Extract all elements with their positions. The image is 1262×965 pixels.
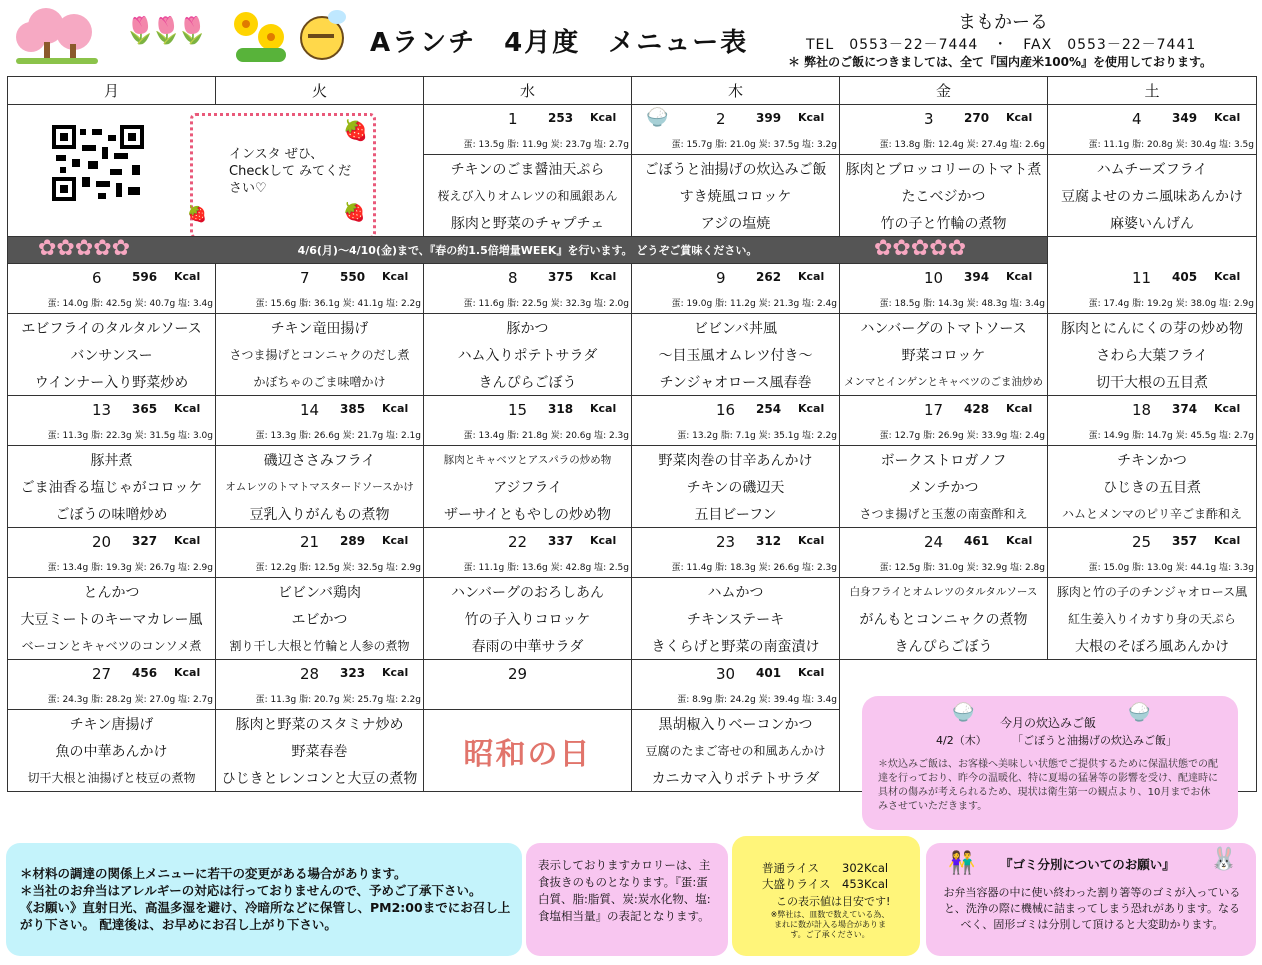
instagram-panel	[8, 105, 424, 237]
instagram-message-frame	[187, 113, 376, 237]
monthly-rice-title: 今月の炊込みご飯	[1000, 716, 1097, 730]
garbage-title: 『ゴミ分別についてのお願い』	[1000, 857, 1175, 872]
promo-banner	[8, 237, 1048, 264]
nutrition-info: 蛋: 24.3g 脂: 28.2g 炭: 27.0g 塩: 2.7g	[8, 688, 216, 710]
dish-item: ベーコンとキャベツのコンソメ煮	[8, 632, 216, 660]
sakura-icon: ✿✿✿✿✿	[38, 236, 131, 261]
day-cell-header: 27 456 Kcal	[8, 660, 216, 689]
rice-bowl-icon: 🍚	[952, 702, 975, 723]
dish-item: 豆腐のたまご寄せの和風あんかけ	[632, 737, 840, 764]
weekday-header-row	[8, 77, 1257, 105]
dish-item: ハムかつ	[632, 578, 840, 606]
dish-item: 豚肉と野菜のチャプチェ	[424, 209, 632, 237]
dish-item: 豚肉とキャベツとアスパラの炒め物	[424, 446, 632, 474]
dish-item: エビフライのタルタルソース	[8, 314, 216, 342]
header	[0, 0, 1262, 76]
rice-small-note: ※弊社は、皿数で数えている為、まれに数が計入る場合があります。ご了承ください。	[770, 910, 890, 939]
dish-item: ごぼうと油揚げの炊込みご飯	[632, 155, 840, 183]
rice-calorie-note	[732, 836, 920, 956]
day-cell-header: 24 461 Kcal	[840, 528, 1048, 557]
dish-item: かぼちゃのごま味噌かけ	[216, 368, 424, 396]
dish-item: カニカマ入りポテトサラダ	[632, 764, 840, 792]
dish-item: エビかつ	[216, 605, 424, 632]
promo-banner-text: 4/6(月)～4/10(金)まで、『春の約1.5倍増量WEEK』を行います。 どうぞご賞味ください。	[297, 244, 758, 257]
weekday-tue: 火	[216, 77, 424, 105]
dish-item: 豆腐よせのカニ風味あんかけ	[1048, 182, 1257, 209]
dish-item: ごぼうの味噌炒め	[8, 500, 216, 528]
yellow-flower-illustration	[228, 8, 290, 66]
dish-item: 大根のそぼろ風あんかけ	[1048, 632, 1257, 660]
dish-item: 野菜春巻	[216, 737, 424, 764]
dish-item: アジの塩焼	[632, 209, 840, 237]
rice-bowl-icon: 🍚	[1128, 702, 1151, 723]
dish-item: 豆乳入りがんもの煮物	[216, 500, 424, 528]
dish-item: がんもとコンニャクの煮物	[840, 605, 1048, 632]
dish-item: 切干大根と油揚げと枝豆の煮物	[8, 764, 216, 792]
garbage-text: お弁当容器の中に使い終わった割り箸等のゴミが入っていると、洗浄の際に機械に詰まってしまう恐れがあります。なるべく、固形ゴミは分別して頂けると大変助かります。	[943, 886, 1241, 931]
dish-item: きくらげと野菜の南蛮漬け	[632, 632, 840, 660]
strawberry-icon: 🍓	[187, 204, 207, 223]
general-notes	[6, 843, 522, 956]
day-cell-header: 7 550 Kcal	[216, 264, 424, 293]
dish-item: 豚肉と竹の子のチンジャオロース風	[1048, 578, 1257, 606]
dish-item: ハム入りポテトサラダ	[424, 341, 632, 368]
nutrition-info: 蛋: 11.3g 脂: 22.3g 炭: 31.5g 塩: 3.0g	[8, 424, 216, 446]
dish-item: 野菜コロッケ	[840, 341, 1048, 368]
day-cell-header: 1 253 Kcal	[424, 105, 632, 134]
qr-code[interactable]	[52, 125, 144, 201]
day-cell-header: 6 596 Kcal	[8, 264, 216, 293]
tulip-illustration: 🌷	[150, 16, 183, 46]
dish-item: オムレツのトマトマスタードソースかけ	[216, 473, 424, 500]
calorie-note-text: 表示しておりますカロリーは、主食抜きのものとなります。『蛋:蛋白質、脂:脂質、炭:炭水化物、塩:食塩相当量』の表記となります。	[538, 858, 711, 923]
dish-item: 豚肉とブロッコリーのトマト煮	[840, 155, 1048, 183]
dish-item: チキンステーキ	[632, 605, 840, 632]
dish-item: 白身フライとオムレツのタルタルソース	[840, 578, 1048, 606]
dish-item: 磯辺ささみフライ	[216, 446, 424, 474]
dish-item: さわら大葉フライ	[1048, 341, 1257, 368]
dish-item: バンサンスー	[8, 341, 216, 368]
day-cell-header: 17 428 Kcal	[840, 396, 1048, 425]
holiday-label: 昭和の日	[424, 710, 632, 792]
monthly-rice-dish: 「ごぼうと油揚げの炊込みご飯」	[1012, 734, 1177, 747]
dish-item: 春雨の中華サラダ	[424, 632, 632, 660]
day-cell-header: 16 254 Kcal	[632, 396, 840, 425]
dish-item: とんかつ	[8, 578, 216, 606]
nutrition-info: 蛋: 13.5g 脂: 11.9g 炭: 23.7g 塩: 2.7g	[424, 133, 632, 155]
dish-item: チキンの磯辺天	[632, 473, 840, 500]
dish-item: チキン竜田揚げ	[216, 314, 424, 342]
dish-item: 豚肉とにんにくの芽の炒め物	[1048, 314, 1257, 342]
nutrition-info: 蛋: 15.6g 脂: 36.1g 炭: 41.1g 塩: 2.2g	[216, 292, 424, 314]
nutrition-info: 蛋: 14.0g 脂: 42.5g 炭: 40.7g 塩: 3.4g	[8, 292, 216, 314]
dish-item: 桜えび入りオムレツの和風銀あん	[424, 182, 632, 209]
contact-numbers: TEL 0553－22－7444 ・ FAX 0553－22－7441	[806, 37, 1197, 53]
nutrition-info: 蛋: 11.6g 脂: 22.5g 炭: 32.3g 塩: 2.0g	[424, 292, 632, 314]
bee-illustration	[298, 10, 346, 60]
dish-item: さつま揚げとコンニャクのだし煮	[216, 341, 424, 368]
dish-item: ハンバーグのトマトソース	[840, 314, 1048, 342]
dish-item: きんぴらごぼう	[840, 632, 1048, 660]
weekday-thu: 木	[632, 77, 840, 105]
dish-item: 魚の中華あんかけ	[8, 737, 216, 764]
nutrition-info: 蛋: 12.7g 脂: 26.9g 炭: 33.9g 塩: 2.4g	[840, 424, 1048, 446]
weekday-fri: 金	[840, 77, 1048, 105]
dish-item: ～目玉風オムレツ付き～	[632, 341, 840, 368]
dish-item: 麻婆いんげん	[1048, 209, 1257, 237]
day-cell-header: 9 262 Kcal	[632, 264, 840, 293]
rice-regular: 普通ライス 302Kcal	[762, 861, 889, 875]
dish-item: 野菜肉巻の甘辛あんかけ	[632, 446, 840, 474]
day-cell-header: 14 385 Kcal	[216, 396, 424, 425]
monthly-rice-date: 4/2（木）	[936, 734, 987, 747]
dish-item: 竹の子と竹輪の煮物	[840, 209, 1048, 237]
dish-item: 大豆ミートのキーマカレー風	[8, 605, 216, 632]
tulip-illustration: 🌷	[176, 16, 209, 46]
dish-item: 豚かつ	[424, 314, 632, 342]
dish-item: 豚肉と野菜のスタミナ炒め	[216, 710, 424, 738]
nutrition-info: 蛋: 13.3g 脂: 26.6g 炭: 21.7g 塩: 2.1g	[216, 424, 424, 446]
rice-large: 大盛りライス 453Kcal	[762, 877, 889, 891]
nutrition-info: 蛋: 14.9g 脂: 14.7g 炭: 45.5g 塩: 2.7g	[1048, 424, 1257, 446]
nutrition-info: 蛋: 11.1g 脂: 13.6g 炭: 42.8g 塩: 2.5g	[424, 556, 632, 578]
dish-item: ビビンバ丼風	[632, 314, 840, 342]
rice-origin-note: ＊ 弊社のご飯につきましては、全て『国内産米100%』を使用しております。	[788, 55, 1213, 69]
dish-item: チキン唐揚げ	[8, 710, 216, 738]
day-cell-header: 4 349 Kcal	[1048, 105, 1257, 134]
day-cell-header: 15 318 Kcal	[424, 396, 632, 425]
day-cell-header: 29	[424, 660, 632, 689]
strawberry-icon: 🍓	[343, 202, 366, 223]
nutrition-info: 蛋: 11.4g 脂: 18.3g 炭: 26.6g 塩: 2.3g	[632, 556, 840, 578]
dish-item: ザーサイともやしの炒め物	[424, 500, 632, 528]
nutrition-info: 蛋: 12.2g 脂: 12.5g 炭: 32.5g 塩: 2.9g	[216, 556, 424, 578]
instagram-message: インスタ ぜひ、Checkして みてください♡	[229, 147, 352, 196]
dish-item: ひじきの五目煮	[1048, 473, 1257, 500]
monthly-rice-note: ＊炊込みご飯は、お客様へ美味しい状態でご提供するために保温状態での配達を行っており、昨今の温暖化、特に夏場の猛暑等の影響を受け、配達時に具材の傷みが考えられるため、現状は衛生第一の観点より、10月までお休みさせていただきます。	[878, 759, 1218, 812]
day-cell-header: 13 365 Kcal	[8, 396, 216, 425]
day-cell-header: 30 401 Kcal	[632, 660, 840, 689]
day-cell-header: 🍚 2 399 Kcal	[632, 105, 840, 134]
dish-item: 五目ビーフン	[632, 500, 840, 528]
strawberry-icon: 🍓	[343, 118, 368, 142]
company-name: まもかーる	[958, 12, 1048, 33]
dish-item: ハムとメンマのピリ辛ごま酢和え	[1048, 500, 1257, 528]
garbage-notice	[926, 843, 1256, 956]
dish-item: すき焼風コロッケ	[632, 182, 840, 209]
tulip-illustration: 🌷	[124, 16, 157, 46]
calorie-note	[526, 843, 728, 956]
dish-item: 割り干し大根と竹輪と人参の煮物	[216, 632, 424, 660]
day-cell-header: 18 374 Kcal	[1048, 396, 1257, 425]
sakura-tree-illustration	[16, 8, 98, 68]
sakura-icon: ✿✿✿✿✿	[874, 236, 967, 261]
day-cell-header: 10 394 Kcal	[840, 264, 1048, 293]
empty-nutrition	[424, 688, 632, 710]
dish-item: きんぴらごぼう	[424, 368, 632, 396]
people-icon: 👫	[948, 851, 976, 876]
dish-item: 紅生姜入りイカすり身の天ぷら	[1048, 605, 1257, 632]
weekday-mon: 月	[8, 77, 216, 105]
dish-item: ごま油香る塩じゃがコロッケ	[8, 473, 216, 500]
dish-item: ボークストロガノフ	[840, 446, 1048, 474]
dish-item: チンジャオロース風春巻	[632, 368, 840, 396]
dish-item: メンチかつ	[840, 473, 1048, 500]
dish-item: さつま揚げと玉葱の南蛮酢和え	[840, 500, 1048, 528]
dish-item: ひじきとレンコンと大豆の煮物	[216, 764, 424, 792]
weekday-wed: 水	[424, 77, 632, 105]
dish-item: 豚丼煮	[8, 446, 216, 474]
day-cell-header: 25 357 Kcal	[1048, 528, 1257, 557]
page-title: Aランチ 4月度 メニュー表	[370, 28, 749, 58]
menu-calendar	[7, 76, 1257, 792]
monthly-rice-box	[862, 696, 1238, 830]
dish-item: 竹の子入りコロッケ	[424, 605, 632, 632]
nutrition-info: 蛋: 15.0g 脂: 13.0g 炭: 44.1g 塩: 3.3g	[1048, 556, 1257, 578]
nutrition-info: 蛋: 12.5g 脂: 31.0g 炭: 32.9g 塩: 2.8g	[840, 556, 1048, 578]
day-cell-header: 11 405 Kcal	[1048, 264, 1257, 293]
day-cell-header: 23 312 Kcal	[632, 528, 840, 557]
nutrition-info: 蛋: 15.7g 脂: 21.0g 炭: 37.5g 塩: 3.2g	[632, 133, 840, 155]
dish-item: 切干大根の五目煮	[1048, 368, 1257, 396]
nutrition-info: 蛋: 13.4g 脂: 21.8g 炭: 20.6g 塩: 2.3g	[424, 424, 632, 446]
rice-guide: この表示値は目安です!	[776, 895, 891, 908]
day-cell-header: 22 337 Kcal	[424, 528, 632, 557]
dish-item: ハンバーグのおろしあん	[424, 578, 632, 606]
general-notes-text: ＊材料の調達の関係上メニューに若干の変更がある場合があります。 ＊当社のお弁当はアレルギーの対応は行っておりませんので、予めご了承下さい。 《お願い》直射日光、高温多湿を避け、冷暗所などに保管し、PM2:00までにお召し上がり下さい。 配達後は、お早めにお召し上がり下さい。	[20, 866, 511, 932]
day-cell-header: 8 375 Kcal	[424, 264, 632, 293]
dish-item: ウインナー入り野菜炒め	[8, 368, 216, 396]
dish-item: 黒胡椒入りベーコンかつ	[632, 710, 840, 738]
nutrition-info: 蛋: 11.1g 脂: 20.8g 炭: 30.4g 塩: 3.5g	[1048, 133, 1257, 155]
day-cell-header: 28 323 Kcal	[216, 660, 424, 689]
weekday-sat: 土	[1048, 77, 1257, 105]
nutrition-info: 蛋: 13.4g 脂: 19.3g 炭: 26.7g 塩: 2.9g	[8, 556, 216, 578]
dish-item: アジフライ	[424, 473, 632, 500]
dish-item: ハムチーズフライ	[1048, 155, 1257, 183]
rice-bowl-icon: 🍚	[646, 107, 669, 128]
empty-cell	[1048, 237, 1257, 264]
dish-item: チキンかつ	[1048, 446, 1257, 474]
dish-item: ビビンバ鶏肉	[216, 578, 424, 606]
dish-item: たこベジかつ	[840, 182, 1048, 209]
rabbit-icon: 🐰	[1210, 847, 1238, 872]
nutrition-info: 蛋: 18.5g 脂: 14.3g 炭: 48.3g 塩: 3.4g	[840, 292, 1048, 314]
nutrition-info: 蛋: 17.4g 脂: 19.2g 炭: 38.0g 塩: 2.9g	[1048, 292, 1257, 314]
nutrition-info: 蛋: 11.3g 脂: 20.7g 炭: 25.7g 塩: 2.2g	[216, 688, 424, 710]
day-cell-header: 3 270 Kcal	[840, 105, 1048, 134]
nutrition-info: 蛋: 19.0g 脂: 11.2g 炭: 21.3g 塩: 2.4g	[632, 292, 840, 314]
nutrition-info: 蛋: 13.8g 脂: 12.4g 炭: 27.4g 塩: 2.6g	[840, 133, 1048, 155]
dish-item: メンマとインゲンとキャベツのごま油炒め	[840, 368, 1048, 396]
dish-item: チキンのごま醤油天ぷら	[424, 155, 632, 183]
nutrition-info: 蛋: 8.9g 脂: 24.2g 炭: 39.4g 塩: 3.4g	[632, 688, 840, 710]
nutrition-info: 蛋: 13.2g 脂: 7.1g 炭: 35.1g 塩: 2.2g	[632, 424, 840, 446]
day-cell-header: 20 327 Kcal	[8, 528, 216, 557]
day-cell-header: 21 289 Kcal	[216, 528, 424, 557]
